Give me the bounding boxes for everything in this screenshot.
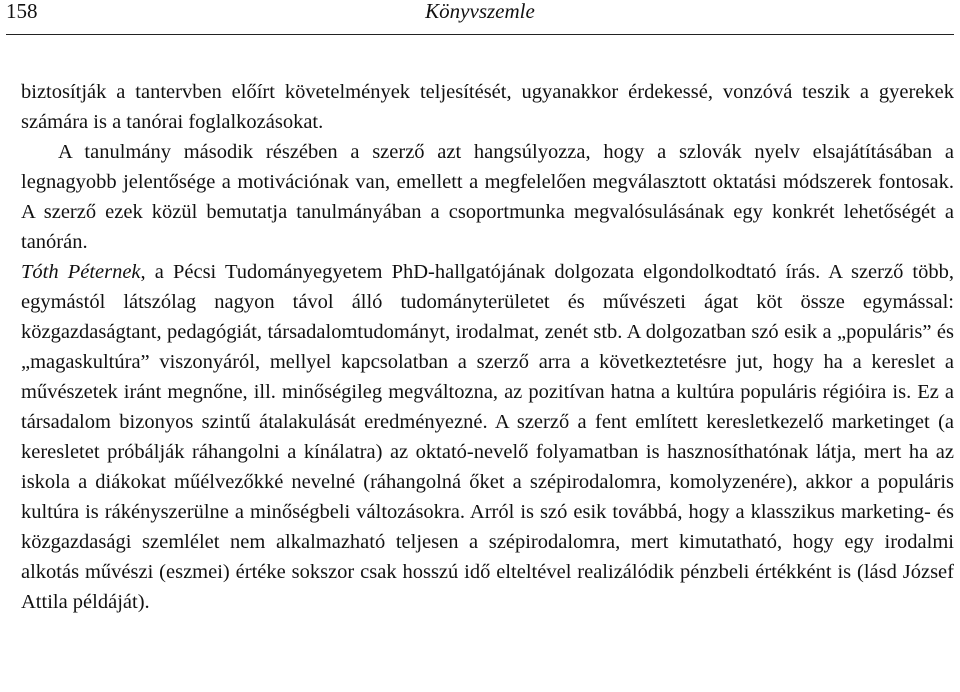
- paragraph-study-part-two: [21, 137, 954, 257]
- running-head: [6, 0, 954, 35]
- paragraph-continuation: [21, 77, 954, 137]
- page-number: 158: [6, 0, 38, 23]
- paragraph-text: , a Pécsi Tudományegyetem PhD-hallgatójának dolgozata elgondolkodtató írás. A szerző több, egymástól látszólag nagyon távol álló tudományterületet és művészeti ágat köt össze egymással: közgazdaságtant, pedagógiát, társadalomtudományt, irodalmat, zenét stb. A dolgozatban szó esik a „populáris” és „magaskultúra” viszonyáról, mellyel kapcsolatban a szerző arra a következtetésre jut, hogy ha a kereslet a művészetek iránt megnőne, ill. minőségileg megváltozna, az pozitívan hatna a kultúra populáris régióira is. Ez a társadalom bizonyos szintű átalakulását eredményezné. A szerző a fent említett keresletkezelő marketinget (a keresletet próbálják ráhangolni a kínálatra) az oktató-nevelő folyamatban is hasznosíthatónak látja, mert ha az iskola a diákokat műélvezőkké nevelné (ráhangolná őket a szépirodalomra, komolyzenére), akkor a populáris kultúra is rákényszerülne a minőségbeli változásokra. Arról is szó esik továbbá, hogy a klasszikus marketing- és közgazdasági szemlélet nem alkalmazható teljesen a szépirodalomra, mert kimutatható, hogy egy irodalmi alkotás művészi (eszmei) értéke sokszor csak hosszú idő elteltével realizálódik pénzbeli értékként is (lásd József Attila példáját).: [21, 261, 954, 613]
- paragraph-toth-peter-review: [21, 257, 954, 617]
- body-text: [21, 77, 954, 617]
- author-name: Tóth Péternek: [21, 261, 141, 283]
- journal-title: Könyvszemle: [425, 0, 535, 23]
- paragraph-text: A tanulmány második részében a szerző azt hangsúlyozza, hogy a szlovák nyelv elsajátításában a legnagyobb jelentősége a motivációnak van, emellett a megfelelően megválasztott oktatási módszerek fontosak. A szerző ezek közül bemutatja tanulmányában a csoportmunka megvalósulásának egy konkrét lehetőségét a tanórán.: [21, 141, 954, 253]
- paragraph-text: biztosítják a tantervben előírt követelmények teljesítését, ugyanakkor érdekessé, vonzóvá teszik a gyerekek számára is a tanórai foglalkozásokat.: [21, 81, 954, 133]
